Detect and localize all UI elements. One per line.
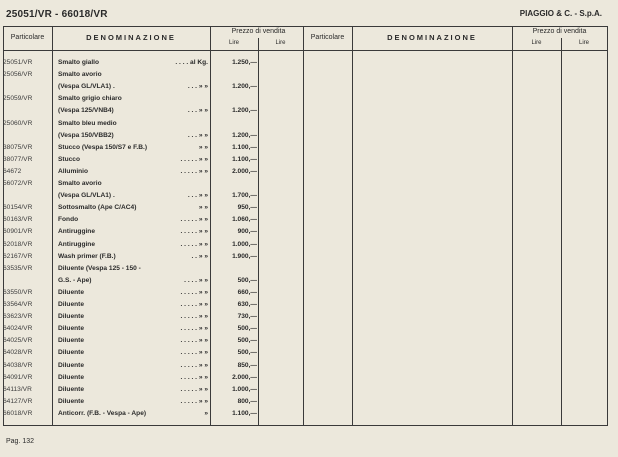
table-row [0,276,300,286]
price-lire: 1.000,— [232,240,257,248]
part-description: Diluente [58,361,85,369]
part-code: 64025/VR [3,337,33,345]
table-row [0,191,300,201]
part-description: (Vespa 150/VBB2) [58,131,114,139]
unit-marker: . . . . . » » [180,301,208,308]
part-description: Smalto avorio [58,180,102,187]
part-description: Stucco (Vespa 150/S7 e F.B.) [58,143,148,151]
part-code: 60901/VR [3,228,33,236]
part-code: 64038/VR [3,361,33,369]
part-code: 25051/VR [3,59,33,66]
price-lire: 1.060,— [232,216,257,224]
table-row [0,324,300,334]
unit-marker: » » [198,204,208,212]
price-lire: 800,— [237,397,257,405]
part-description: Smalto giallo [58,59,100,66]
header-particolare-right: Particolare [310,34,345,41]
price-lire: 730,— [237,313,257,321]
part-description: Anticorr. (F.B. - Vespa - Ape) [58,409,147,417]
part-description: Antiruggine [58,228,95,236]
part-description: Diluente [58,301,85,308]
table-row [0,82,300,92]
unit-marker: . . . » » [187,83,208,91]
unit-marker: . . . . . » » [180,373,208,381]
unit-marker: . . . » » [187,107,208,115]
part-description: G.S. - Ape) [58,276,92,284]
price-lire: 2.000,— [232,373,257,381]
price-lire: 630,— [237,301,257,308]
part-code: 63550/VR [3,288,33,296]
price-lire: 2.000,— [232,167,257,175]
col-divider-denominazione-right [512,26,513,426]
table-row [0,336,300,346]
part-description: Diluente [58,325,85,333]
table-row [0,288,300,298]
header-lire-right-1: Lire [531,40,542,46]
header-particolare-left: Particolare [10,34,45,41]
col-divider-particolare-right [352,26,353,426]
price-lire: 500,— [237,337,257,345]
part-description: Diluente [58,397,85,405]
table-row [0,58,300,68]
unit-marker: . . . . . » » [180,228,208,236]
table-row [0,385,300,395]
part-code: 60163/VR [3,216,33,224]
part-description: Smalto bleu medio [58,119,117,127]
unit-marker: . . . . . » » [180,397,208,405]
unit-marker: . . » » [191,252,208,260]
unit-marker: . . . . . » » [180,288,208,296]
table-row [0,361,300,371]
table-row [0,312,300,322]
price-lire: 1.900,— [232,252,257,260]
part-description: Diluente [58,349,85,357]
part-code: 63623/VR [3,313,33,321]
part-code: 25059/VR [3,95,33,103]
part-description: Diluente [58,373,85,381]
part-description: Fondo [58,216,79,224]
header-prezzo-right: Prezzo di vendita [532,28,587,35]
price-lire: 850,— [237,361,257,369]
part-description: Antiruggine [58,240,95,248]
table-row [0,300,300,310]
table-row [0,409,300,419]
col-divider-middle [303,26,304,426]
page-number: Pag. 132 [6,438,35,445]
price-lire: 660,— [237,288,257,296]
part-code: 64127/VR [3,397,33,405]
part-code: 63535/VR [3,264,33,272]
price-lire: 1.100,— [232,143,257,151]
part-code: 64672 [3,167,22,175]
table-row [0,119,300,129]
part-code: 25060/VR [3,119,33,127]
table-row [0,155,300,165]
table-row [0,106,300,116]
part-description: Diluente [58,385,85,393]
part-description: Alluminio [58,167,89,175]
price-lire: 500,— [237,325,257,333]
part-description: Smalto grigio chiaro [58,95,122,103]
unit-marker: . . . . . » » [180,325,208,333]
unit-marker: . . . . . » » [180,167,208,175]
price-lire: 1.250,— [232,59,257,66]
right-border [607,26,608,426]
unit-marker: . . . . . » » [180,155,208,163]
unit-marker: . . . » » [187,192,208,200]
table-row [0,203,300,213]
page-range-title: 25051/VR - 66018/VR [6,9,108,20]
header-prezzo-left: Prezzo di vendita [231,28,286,35]
part-description: (Vespa 125/VNB4) [58,107,114,115]
part-description: Diluente [58,313,85,321]
part-code: 25056/VR [3,71,33,79]
header-lire-right-2: Lire [578,40,589,46]
part-code: 56072/VR [3,180,33,187]
table-row [0,252,300,262]
part-code: 62018/VR [3,240,33,248]
table-row [0,264,300,274]
part-code: 62167/VR [3,252,33,260]
price-lire: 1.200,— [232,107,257,115]
price-lire: 500,— [237,349,257,357]
table-row [0,348,300,358]
header-bottom-border [3,50,607,51]
part-description: Stucco [58,155,80,163]
price-lire: 1.200,— [232,131,257,139]
price-lire: 500,— [237,276,257,284]
part-description: Smalto avorio [58,71,102,79]
price-lire: 1.100,— [232,409,257,417]
part-description: Wash primer (F.B.) [58,252,116,260]
price-lire: 1.700,— [232,192,257,200]
unit-marker: . . . » » [187,131,208,139]
unit-marker: . . . . . » » [180,240,208,248]
part-code: 60154/VR [3,204,33,212]
part-description: (Vespa GL/VLA1) . [58,83,115,91]
company-name: PIAGGIO & C. - S.p.A. [519,9,602,18]
table-row [0,179,300,189]
part-description: Diluente (Vespa 125 - 150 - [58,264,141,272]
table-row [0,143,300,153]
table-row [0,94,300,104]
table-row [0,397,300,407]
table-row [0,240,300,250]
table-row [0,167,300,177]
unit-marker: . . . . al Kg. [175,59,208,66]
part-code: 38075/VR [3,143,33,151]
unit-marker: » » [198,143,208,151]
table-row [0,131,300,141]
part-description: (Vespa GL/VLA1) . [58,192,115,200]
part-code: 66018/VR [3,409,33,417]
unit-marker: . . . . . » » [180,313,208,321]
part-description: Diluente [58,288,85,296]
part-code: 64028/VR [3,349,33,357]
part-code: 64024/VR [3,325,33,333]
price-lire: 1.100,— [232,155,257,163]
header-lire-left-1: Lire [228,40,239,46]
part-description: Diluente [58,337,85,345]
header-lire-left-2: Lire [275,40,286,46]
price-lire: 1.000,— [232,385,257,393]
header-denominazione-left: DENOMINAZIONE [86,33,176,42]
unit-marker: . . . . . » » [180,349,208,357]
table-row [0,70,300,80]
unit-marker: . . . . . » » [180,337,208,345]
table-bottom-border [3,425,607,426]
table-row [0,373,300,383]
unit-marker: » [204,409,208,417]
col-divider-lire-right [561,38,562,426]
part-code: 64091/VR [3,373,33,381]
part-description: Sottosmalto (Ape C/AC4) [58,204,137,212]
part-code: 64113/VR [3,385,32,393]
part-code: 63564/VR [3,301,33,308]
header-denominazione-right: DENOMINAZIONE [387,33,477,42]
part-code: 38077/VR [3,155,33,163]
price-lire: 1.200,— [232,83,257,91]
price-lire: 950,— [237,204,257,212]
unit-marker: . . . . . » » [180,361,208,369]
unit-marker: . . . . . » » [180,216,208,224]
price-lire: 900,— [237,228,257,236]
table-row [0,227,300,237]
table-top-border [3,26,607,27]
table-row [0,215,300,225]
unit-marker: . . . . . » » [180,385,208,393]
unit-marker: . . . . » » [184,276,208,284]
